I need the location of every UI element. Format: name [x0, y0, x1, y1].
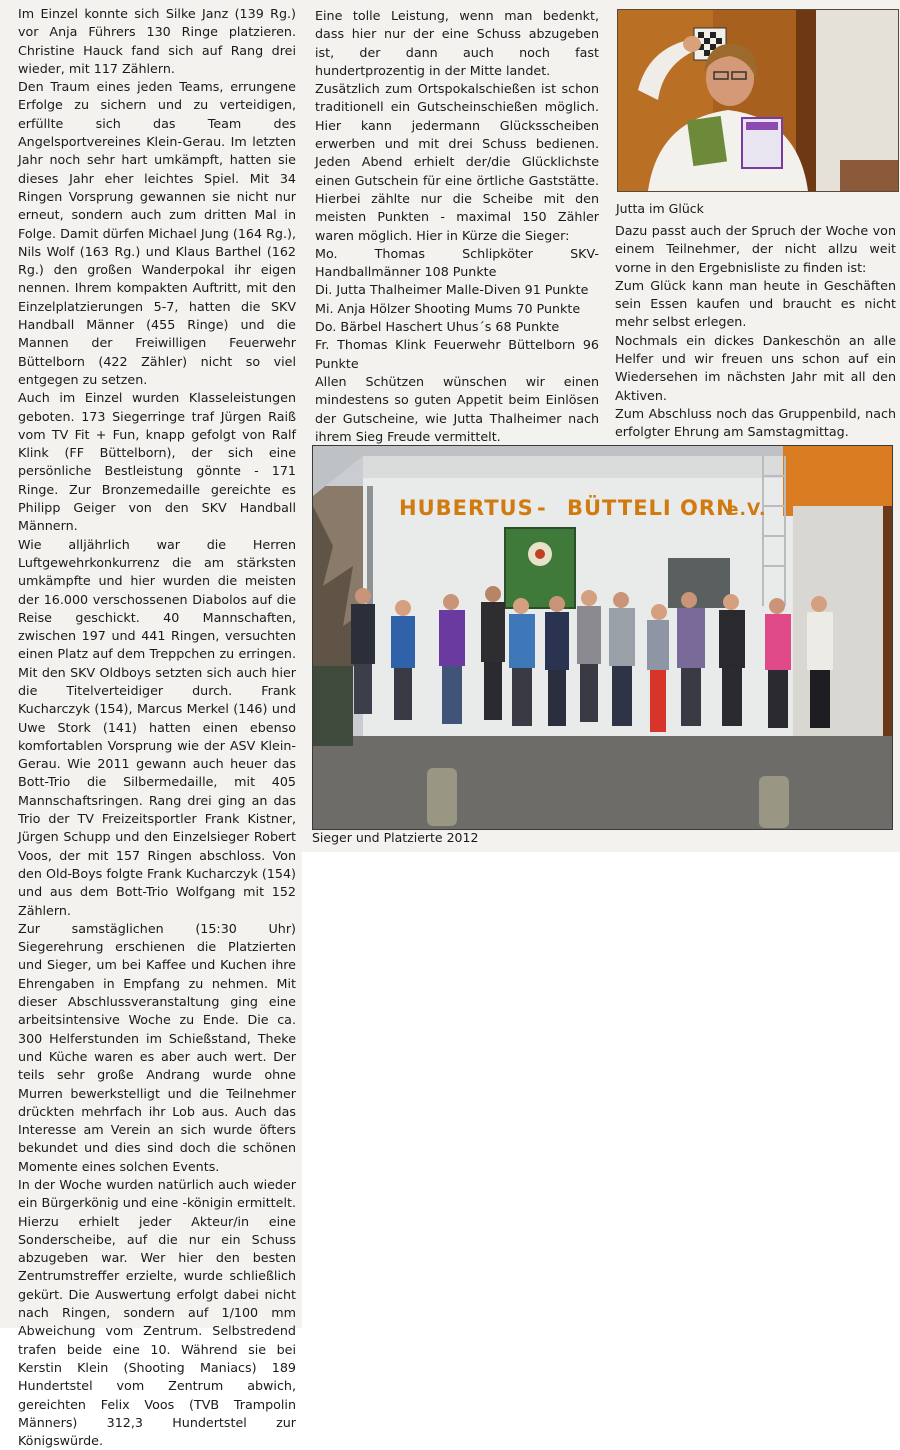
article-column-3	[615, 222, 896, 442]
winner-line: Fr. Thomas Klink Feuerwehr Büttelborn 96 Punkte	[315, 337, 599, 371]
photo-caption-jutta: Jutta im Glück	[616, 201, 704, 216]
photo-jutta-illustration	[618, 10, 898, 191]
paragraph: Im Einzel konnte sich Silke Janz (139 Rg.) vor Anja Führers 130 Ringe platzieren. Christine Hauck fand sich auf Rang drei wieder, mit 117 Zählern.	[18, 6, 296, 76]
photo-group	[312, 445, 893, 830]
winner-line: Mi. Anja Hölzer Shooting Mums 70 Punkte	[315, 300, 581, 316]
sign-buettelborn: BÜTTELI ORN	[567, 496, 735, 520]
paragraph: Eine tolle Leistung, wenn man bedenkt, dass hier nur der eine Schuss abzugeben ist, der dann auch noch fast hundertprozentig in der Mitte landet.	[315, 8, 599, 78]
sign-ev: e.V.	[727, 500, 767, 520]
paragraph: Allen Schützen wünschen wir einen mindestens so guten Appetit beim Einlösen der Gutscheine, wie Jutta Thalheimer nach ihrem Sieg Freude vermittelt.	[315, 373, 599, 444]
article-column-1	[18, 5, 296, 1450]
winner-line: Do. Bärbel Haschert Uhus´s 68 Punkte	[315, 319, 560, 335]
photo-caption-group: Sieger und Platzierte 2012	[312, 830, 479, 845]
quote: Zum Glück kann man heute in Geschäften sein Essen kaufen und braucht es nicht mehr selbst erlegen.	[615, 277, 896, 330]
paragraph: In der Woche wurden natürlich auch wieder ein Bürgerkönig und eine -königin ermittelt. Hierzu erhielt jeder Akteur/in eine Sonderscheibe, auf die nur ein Schuss abzugeben war. Wer hier den besten Zentrumstreffer erzielte, wurde schließlich gekürt. Die Auswertung erfolgt dabei nicht nach Ringen, sondern auf 1/100 mm Abweichung vom Zentrum. Selbstredend trafen beide eine 10. Während sie bei Kerstin Klein (Shooting Maniacs) 189 Hundertstel vom Zentrum abwich, gereichten Felix Voos (TVB Trampolin Männers) 312,3 Hundertstel zur Königswürde.	[18, 1177, 296, 1449]
paragraph: Nochmals ein dickes Dankeschön an alle Helfer und wir freuen uns schon auf ein Wiedersehen im nächsten Jahr mit all den Aktiven.	[615, 332, 896, 403]
paragraph: Wie alljährlich war die Herren Luftgewehrkonkurrenz die am stärksten umkämpfte und hier wurden die meisten der 16.000 verschossenen Diabolos auf die Reise geschickt. 40 Mannschaften, zwischen 197 und 441 Ringen, versuchten einen Platz auf dem Treppchen zu erringen. Mit den SKV Oldboys setzten sich auch hier die Titelverteidiger durch. Frank Kucharczyk (154), Marcus Merkel (146) und Uwe Stork (141) hatten einen ebenso komfortablen Vorsprung wie der ASV Klein-Gerau. Wie 2011 gewann auch heuer das Bott-Trio die Silbermedaille, mit 405 Mannschaftsringen. Rang drei ging an das Trio der TV Freizeitsportler Frank Kistner, Jürgen Schupp und den Einzelsieger Robert Voos, der mit 157 Ringen abschloss. Von den Old-Boys folgte Frank Kucharczyk (154) und aus dem Bott-Trio Wolfgang mit 152 Zählern.	[18, 536, 296, 918]
paragraph: Auch im Einzel wurden Klasseleistungen geboten. 173 Siegerringe traf Jürgen Raiß vom TV Fit + Fun, knapp gefolgt von Ralf Klink (FF Büttelborn), der sich eine persönliche Bestleistung gönnte - 171 Ringe. Zur Bronzemedaille gereichte es Philipp Geiger von den SKV Handball Männern.	[18, 390, 296, 534]
winner-line: Di. Jutta Thalheimer Malle-Diven 91 Punkte	[315, 282, 589, 298]
paragraph: Zum Abschluss noch das Gruppenbild, nach erfolgter Ehrung am Samstagmittag.	[615, 405, 896, 440]
sign-hubertus: HUBERTUS	[399, 496, 534, 520]
paragraph: Zusätzlich zum Ortspokalschießen ist schon traditionell ein Gutscheinschießen möglich. Hier kann jedermann Glücksscheiben erwerben und mit drei Schuss bedienen. Jeden Abend erhielt der/die Glücklichste einen Gutschein für eine örtliche Gaststätte. Hierbei zählte nur die Scheibe mit den meisten Punkten - maximal 150 Zähler waren möglich. Hier in Kürze die Sieger:	[315, 81, 599, 243]
paragraph: Zur samstäglichen (15:30 Uhr) Siegerehrung erschienen die Platzierten und Sieger, um bei Kaffee und Kuchen ihre Ehrengaben in Empfang zu nehmen. Mit dieser Abschlussveranstaltung ging eine arbeitsintensive Woche zu Ende. Die ca. 300 Helferstunden im Schießstand, Theke und Küche waren es aber auch wert. Der teils sehr große Andrang wurde ohne Murren bewerkstelligt und die Teilnehmer drückten mehrfach ihr Lob aus. Auch das Interesse am Verein an sich wurde öfters bekundet und dies sind doch die schönen Momente eines solchen Events.	[18, 920, 296, 1174]
paragraph: Den Traum eines jeden Teams, errungene Erfolge zu sichern und zu verteidigen, erfüllte sich das Team des Angelsportvereines Klein-Gerau. Im letzten Jahr noch sehr hart umkämpft, hatten sie dieses Jahr eher leichtes Spiel. Mit 34 Ringen Vorsprung gewannen sie nicht nur erneut, sondern auch zum dritten Mal in Folge. Damit dürfen Michael Jung (164 Rg.), Nils Wolf (163 Rg.) und Klaus Barthel (162 Rg.) den großen Wanderpokal ihr eigen nennen. Ihrem kompakten Auftritt, mit den Einzelplatzierungen 5-7, hatten die SKV Handball Männer (455 Ringe) und die Mannen der Freiwilligen Feuerwehr Büttelborn (422 Zähler) nicht so viel entgegen zu setzen.	[18, 79, 296, 387]
photo-jutta	[617, 9, 899, 192]
winner-line: Mo. Thomas Schlipköter SKV-Handballmänner 108 Punkte	[315, 245, 599, 280]
article-column-2	[315, 7, 599, 446]
paragraph: Dazu passt auch der Spruch der Woche von einem Teilnehmer, der nicht allzu weit vorne in den Ergebnisliste zu finden ist:	[615, 223, 896, 275]
sign-dash: -	[537, 496, 547, 520]
